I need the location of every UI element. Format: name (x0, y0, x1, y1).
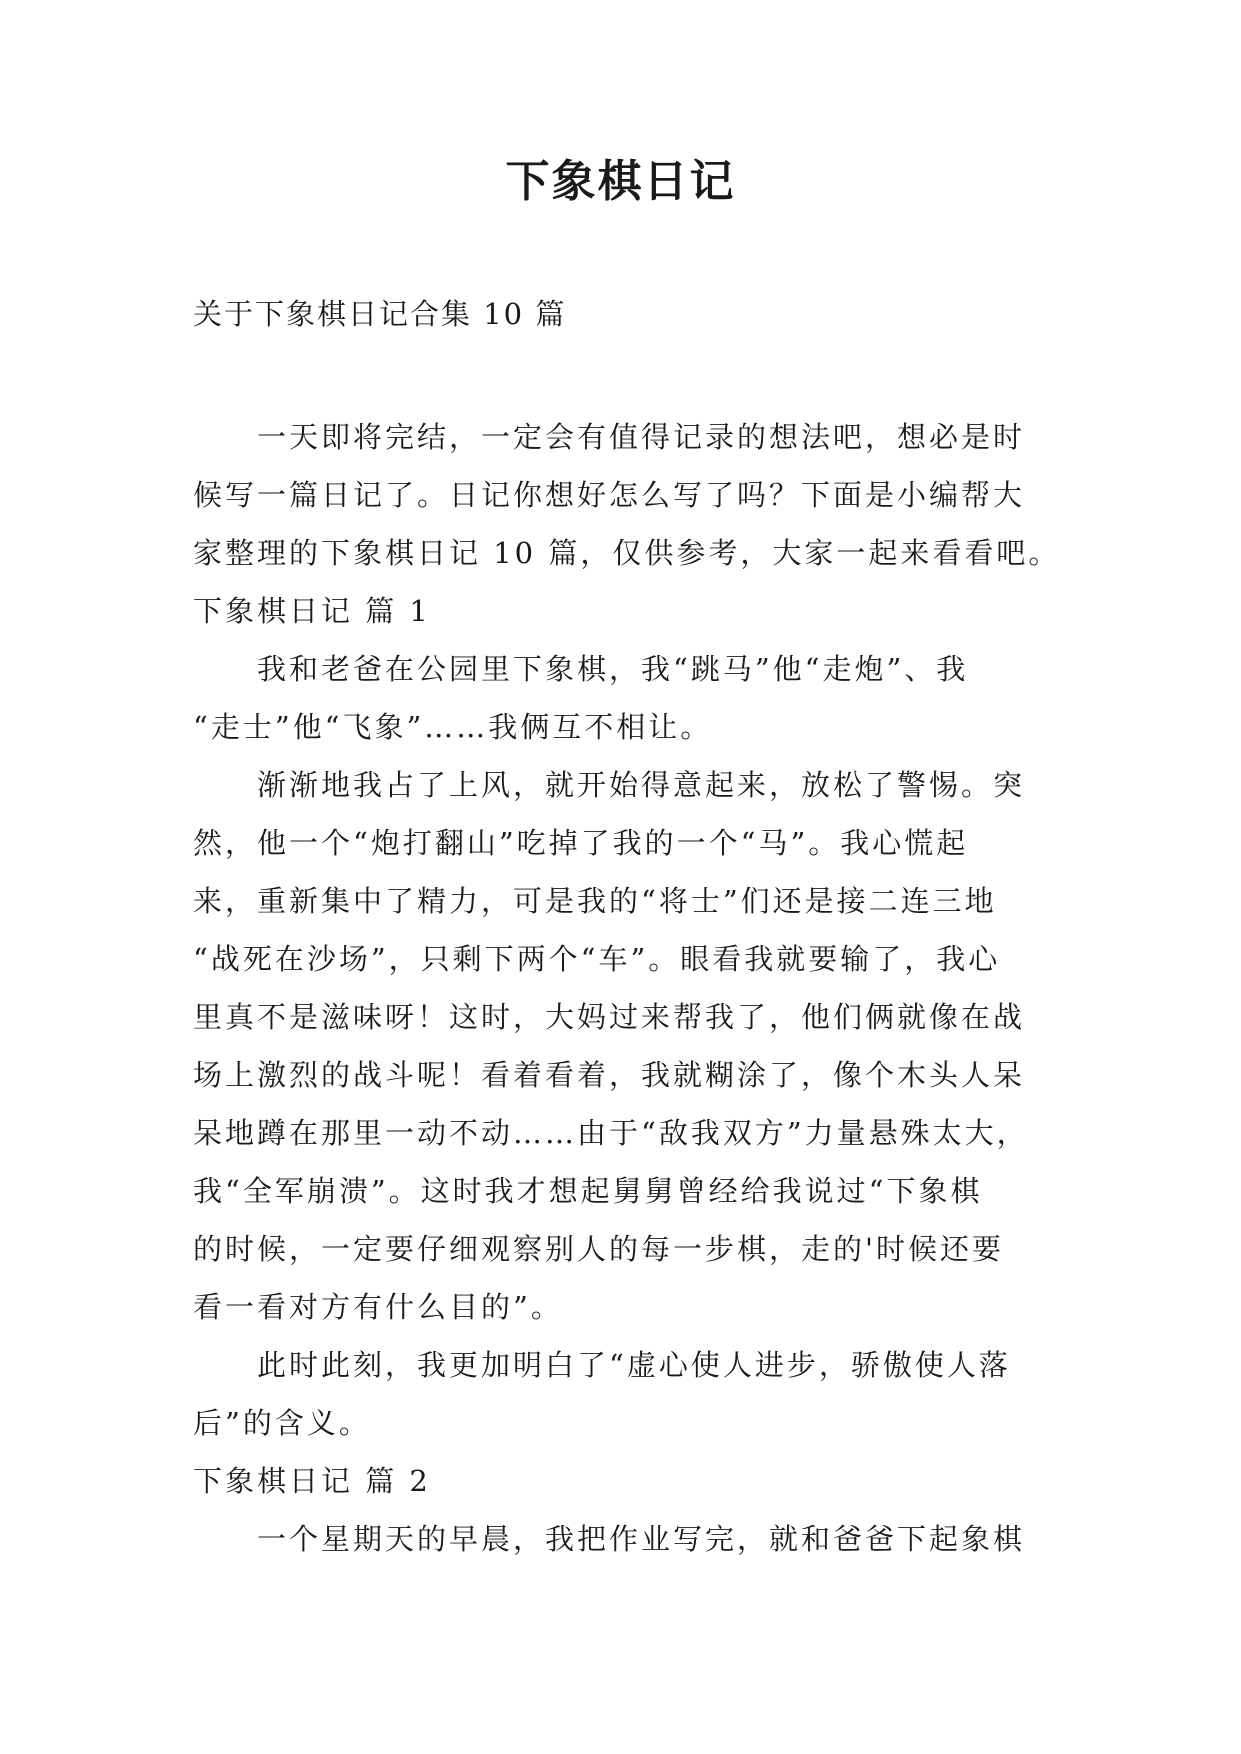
text-line: 此时此刻，我更加明白了“虚心使人进步，骄傲使人落 (257, 1348, 1011, 1382)
text-line: 下象棋日记 篇 2 (193, 1464, 431, 1498)
text-line: 然，他一个“炮打翻山”吃掉了我的一个“马”。我心慌起 (193, 826, 969, 860)
text-line: “战死在沙场”，只剩下两个“车”。眼看我就要输了，我心 (193, 942, 1001, 976)
text-line: 里真不是滋味呀！这时，大妈过来帮我了，他们俩就像在战 (193, 1000, 1026, 1034)
text-line: 的时候，一定要仔细观察别人的每一步棋，走的'时候还要 (193, 1232, 1004, 1266)
text-line: 看一看对方有什么目的”。 (193, 1290, 563, 1324)
text-line: 渐渐地我占了上风，就开始得意起来，放松了警惕。突 (257, 768, 1026, 802)
text-line: “走士”他“飞象”……我俩互不相让。 (193, 710, 713, 744)
document-subtitle: 关于下象棋日记合集 10 篇 (193, 297, 567, 331)
text-line: 我“全军崩溃”。这时我才想起舅舅曾经给我说过“下象棋 (193, 1174, 983, 1208)
text-line: 后”的含义。 (193, 1406, 371, 1440)
text-line: 下象棋日记 篇 1 (193, 594, 431, 628)
text-line: 呆地蹲在那里一动不动……由于“敌我双方”力量悬殊太大， (193, 1116, 1029, 1150)
text-line: 一个星期天的早晨，我把作业写完，就和爸爸下起象棋 (257, 1522, 1026, 1556)
text-line: 来，重新集中了精力，可是我的“将士”们还是接二连三地 (193, 884, 997, 918)
text-line: 候写一篇日记了。日记你想好怎么写了吗？下面是小编帮大 (193, 478, 1026, 512)
text-line: 我和老爸在公园里下象棋，我“跳马”他“走炮”、我 (257, 652, 969, 686)
document-title: 下象棋日记 (505, 156, 736, 207)
text-line: 家整理的下象棋日记 10 篇，仅供参考，大家一起来看看吧。 (193, 536, 1061, 570)
text-line: 场上激烈的战斗呢！看着看着，我就糊涂了，像个木头人呆 (193, 1058, 1026, 1092)
document-body (193, 408, 1061, 1568)
text-line: 一天即将完结，一定会有值得记录的想法吧，想必是时 (257, 420, 1026, 454)
